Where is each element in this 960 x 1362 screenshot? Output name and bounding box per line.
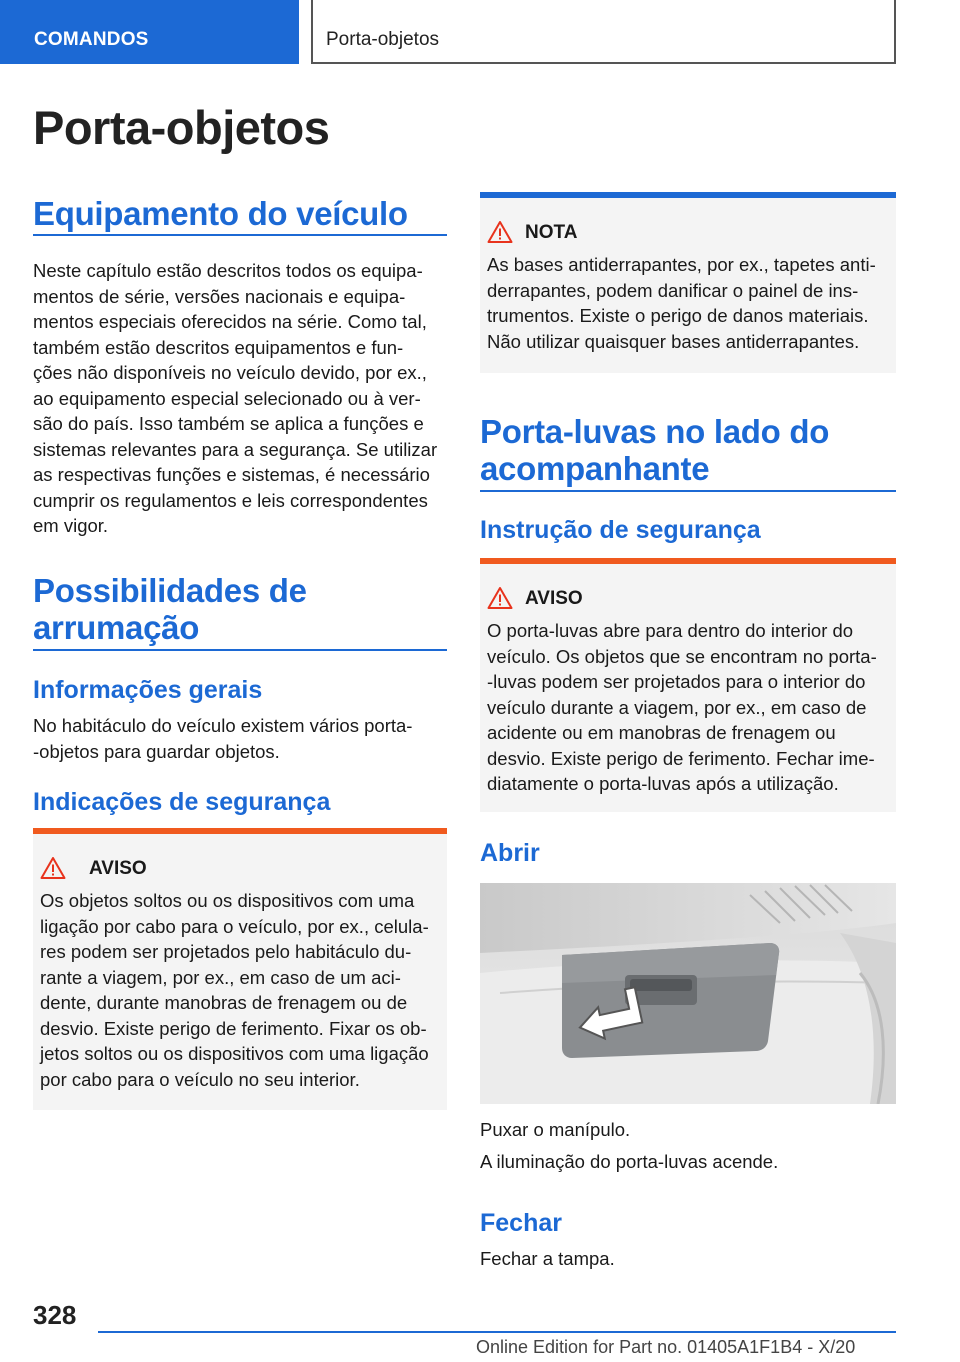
warning-line: acidente ou em manobras de frenagem ou xyxy=(487,722,836,743)
heading-vehicle-equipment: Equipamento do veículo xyxy=(33,195,408,232)
vehicle-equipment-paragraph xyxy=(33,258,437,539)
paragraph-line: são do país. Isso também se aplica a funções e xyxy=(33,413,424,434)
paragraph-line: mentos especiais oferecidos na série. Como tal, xyxy=(33,311,427,332)
warning-text xyxy=(40,888,429,1092)
close-step-1: Fechar a tampa. xyxy=(480,1248,615,1269)
warning-line: -luvas podem ser projetados para o interior do xyxy=(487,671,866,692)
warning-bar xyxy=(480,558,896,564)
open-step-2: A iluminação do porta-luvas acende. xyxy=(480,1151,779,1172)
paragraph-line: Neste capítulo estão descritos todos os equipa- xyxy=(33,260,423,281)
paragraph-line: ções não disponíveis no veículo devido, por ex., xyxy=(33,362,427,383)
note-line: As bases antiderrapantes, por ex., tapetes anti- xyxy=(487,254,876,275)
glovebox-illustration xyxy=(480,883,896,1104)
heading-safety-instruction: Instrução de segurança xyxy=(480,516,761,544)
warning-line: veículo durante a viagem, por ex., em caso de xyxy=(487,696,867,718)
warning-box-glovebox xyxy=(480,558,896,812)
section-label: COMANDOS xyxy=(34,29,149,50)
note-line: derrapantes, podem danificar o painel de ins- xyxy=(487,279,859,301)
edition-text: Online Edition for Part no. 01405A1F1B4 - X/20 xyxy=(476,1337,856,1357)
heading-line: arrumação xyxy=(33,609,200,646)
heading-close: Fechar xyxy=(480,1209,562,1237)
paragraph-line: cumprir os regulamentos e leis correspondentes xyxy=(33,489,428,511)
warning-title: AVISO xyxy=(89,858,147,879)
warning-triangle-icon xyxy=(487,586,513,610)
note-title: NOTA xyxy=(525,222,578,243)
warning-line: por cabo para o veículo no seu interior. xyxy=(40,1068,360,1090)
warning-box-storage xyxy=(33,828,447,1110)
warning-line: diatamente o porta-luvas após a utilização. xyxy=(487,773,839,794)
heading-general-info: Informações gerais xyxy=(33,676,263,704)
warning-line: dente, durante manobras de frenagem ou de xyxy=(40,992,408,1013)
warning-line: desvio. Existe perigo de ferimento. Fixar os ob- xyxy=(40,1017,427,1039)
heading-rule xyxy=(480,490,896,492)
warning-line: veículo. Os objetos que se encontram no porta- xyxy=(487,645,877,667)
heading-safety-indications: Indicações de segurança xyxy=(33,788,331,816)
warning-triangle-icon xyxy=(487,220,513,244)
heading-rule xyxy=(33,234,447,236)
warning-line: ligação por cabo para o veículo, por ex., celula- xyxy=(40,915,429,937)
warning-line: rante a viagem, por ex., em caso de um aci- xyxy=(40,966,401,988)
general-info-paragraph xyxy=(33,713,412,764)
heading-glovebox xyxy=(480,413,829,487)
paragraph-line: ao equipamento especial selecionado ou à ver- xyxy=(33,387,421,409)
warning-bar xyxy=(33,828,447,834)
heading-line: acompanhante xyxy=(480,450,710,487)
glovebox-photo xyxy=(480,883,896,1104)
note-bar xyxy=(480,192,896,198)
section-tab xyxy=(0,0,299,64)
heading-line: Possibilidades de xyxy=(33,572,307,609)
paragraph-line: em vigor. xyxy=(33,515,109,536)
heading-storage xyxy=(33,572,307,646)
open-step-1: Puxar o manípulo. xyxy=(480,1119,631,1140)
warning-line: desvio. Existe perigo de ferimento. Fechar ime- xyxy=(487,747,875,769)
note-text xyxy=(487,252,876,354)
warning-triangle-icon xyxy=(40,856,66,880)
footer-rule xyxy=(98,1331,896,1333)
paragraph-line: também estão descritos equipamentos e fun- xyxy=(33,336,404,358)
note-line: Não utilizar quaisquer bases antiderrapantes. xyxy=(487,330,860,352)
paragraph-line: No habitáculo do veículo existem vários porta- xyxy=(33,715,413,736)
note-line: trumentos. Existe o perigo de danos materiais. xyxy=(487,305,869,326)
warning-title: AVISO xyxy=(525,588,583,609)
heading-rule xyxy=(33,649,447,651)
warning-line: res podem ser projetados pelo habitáculo du- xyxy=(40,941,412,962)
heading-open: Abrir xyxy=(480,839,540,867)
note-box xyxy=(480,192,896,373)
warning-text xyxy=(487,618,877,797)
warning-line: Os objetos soltos ou os dispositivos com uma xyxy=(40,890,415,911)
page-title: Porta-objetos xyxy=(33,101,330,154)
chapter-label: Porta-objetos xyxy=(326,29,440,50)
paragraph-line: as respectivas funções e sistemas, é necessário xyxy=(33,464,430,485)
paragraph-line: sistemas relevantes para a segurança. Se utilizar xyxy=(33,438,438,460)
page-number: 328 xyxy=(33,1300,77,1330)
warning-line: jetos soltos ou os dispositivos com uma ligação xyxy=(40,1043,429,1064)
chapter-frame xyxy=(311,0,896,64)
heading-line: Porta-luvas no lado do xyxy=(480,413,830,450)
paragraph-line: mentos de série, versões nacionais e equipa- xyxy=(33,285,406,307)
paragraph-line: -objetos para guardar objetos. xyxy=(33,740,280,762)
warning-line: O porta-luvas abre para dentro do interior do xyxy=(487,620,854,641)
